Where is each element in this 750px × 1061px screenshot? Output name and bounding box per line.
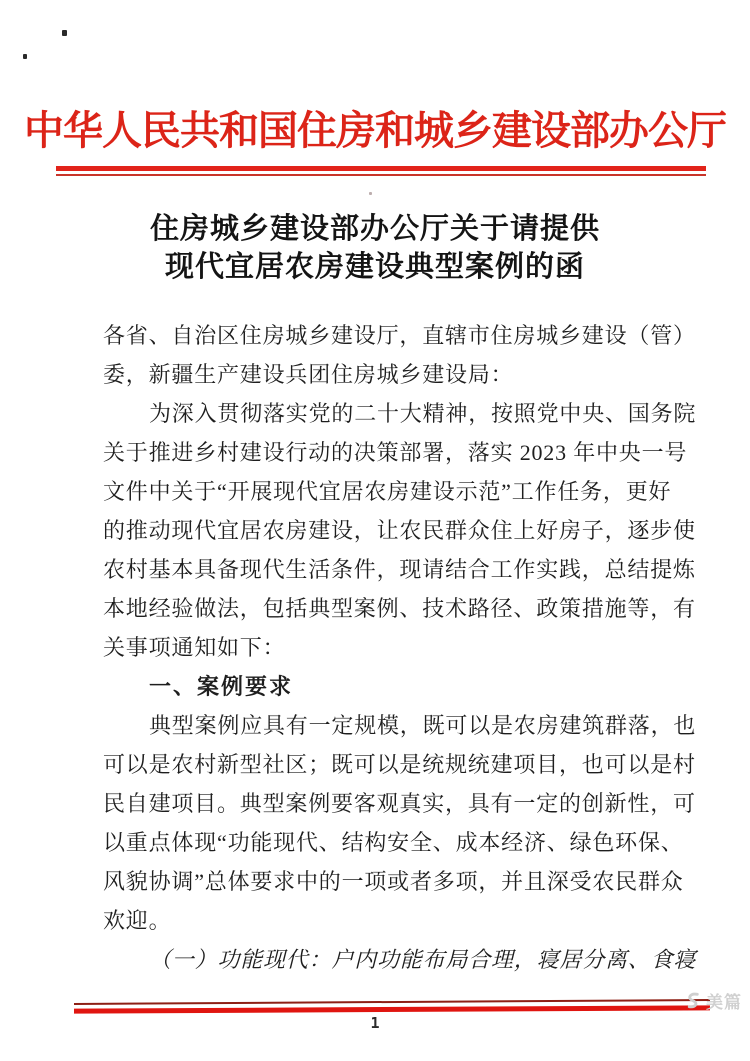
page-number: 1 (370, 1014, 380, 1032)
letterhead-org-name: 中华人民共和国住房和城乡建设部办公厅 (24, 108, 726, 153)
paragraph-line: 以重点体现“功能现代、结构安全、成本经济、绿色环保、 (103, 830, 684, 855)
document-title (0, 210, 750, 286)
paragraph-line: 本地经验做法，包括典型案例、技术路径、政策措施等，有 (103, 596, 696, 621)
meipian-logo-icon (684, 991, 703, 1010)
paragraph-line: 风貌协调”总体要求中的一项或者多项，并且深受农民群众 (103, 869, 684, 894)
paragraph-line: 的推动现代宜居农房建设，让农民群众住上好房子，逐步使 (103, 518, 696, 543)
footer-rule-thick (74, 1005, 710, 1013)
paragraph-line: 农村基本具备现代生活条件，现请结合工作实践，总结提炼 (103, 557, 696, 582)
document-title-line-1: 住房城乡建设部办公厅关于请提供 (149, 213, 600, 245)
paragraph-line: 欢迎。 (103, 908, 172, 933)
scan-speck (62, 30, 67, 36)
watermark-label: 美篇 (706, 993, 742, 1012)
document-title-line-2: 现代宜居农房建设典型案例的函 (164, 251, 585, 283)
paragraph-line: 典型案例应具有一定规模，既可以是农房建筑群落，也 (149, 713, 697, 738)
paragraph-line: 关事项通知如下： (103, 635, 286, 660)
salutation-line: 委，新疆生产建设兵团住房城乡建设局： (103, 362, 514, 387)
paragraph-line: 民自建项目。典型案例要客观真实，具有一定的创新性，可 (103, 791, 696, 816)
watermark (684, 988, 742, 1013)
document-body (103, 316, 697, 979)
paragraph-line: 为深入贯彻落实党的二十大精神，按照党中央、国务院 (149, 401, 697, 426)
scan-speck (23, 54, 27, 59)
footer-rule-thin (74, 999, 710, 1005)
paragraph-line: 文件中关于“开展现代宜居农房建设示范”工作任务，更好 (103, 479, 672, 504)
paragraph-line: （一）功能现代：户内功能布局合理，寝居分离、食寝 (149, 947, 697, 972)
section-heading: 一、案例要求 (149, 674, 294, 699)
letterhead-rule-thin (56, 174, 706, 176)
salutation-line: 各省、自治区住房城乡建设厅，直辖市住房城乡建设（管） (103, 323, 696, 348)
paragraph-line: 关于推进乡村建设行动的决策部署，落实 2023 年中央一号 (103, 440, 688, 465)
scan-speck (369, 192, 372, 195)
paragraph-line: 可以是农村新型社区；既可以是统规统建项目，也可以是村 (103, 752, 696, 777)
letterhead-rule-thick (56, 166, 706, 171)
